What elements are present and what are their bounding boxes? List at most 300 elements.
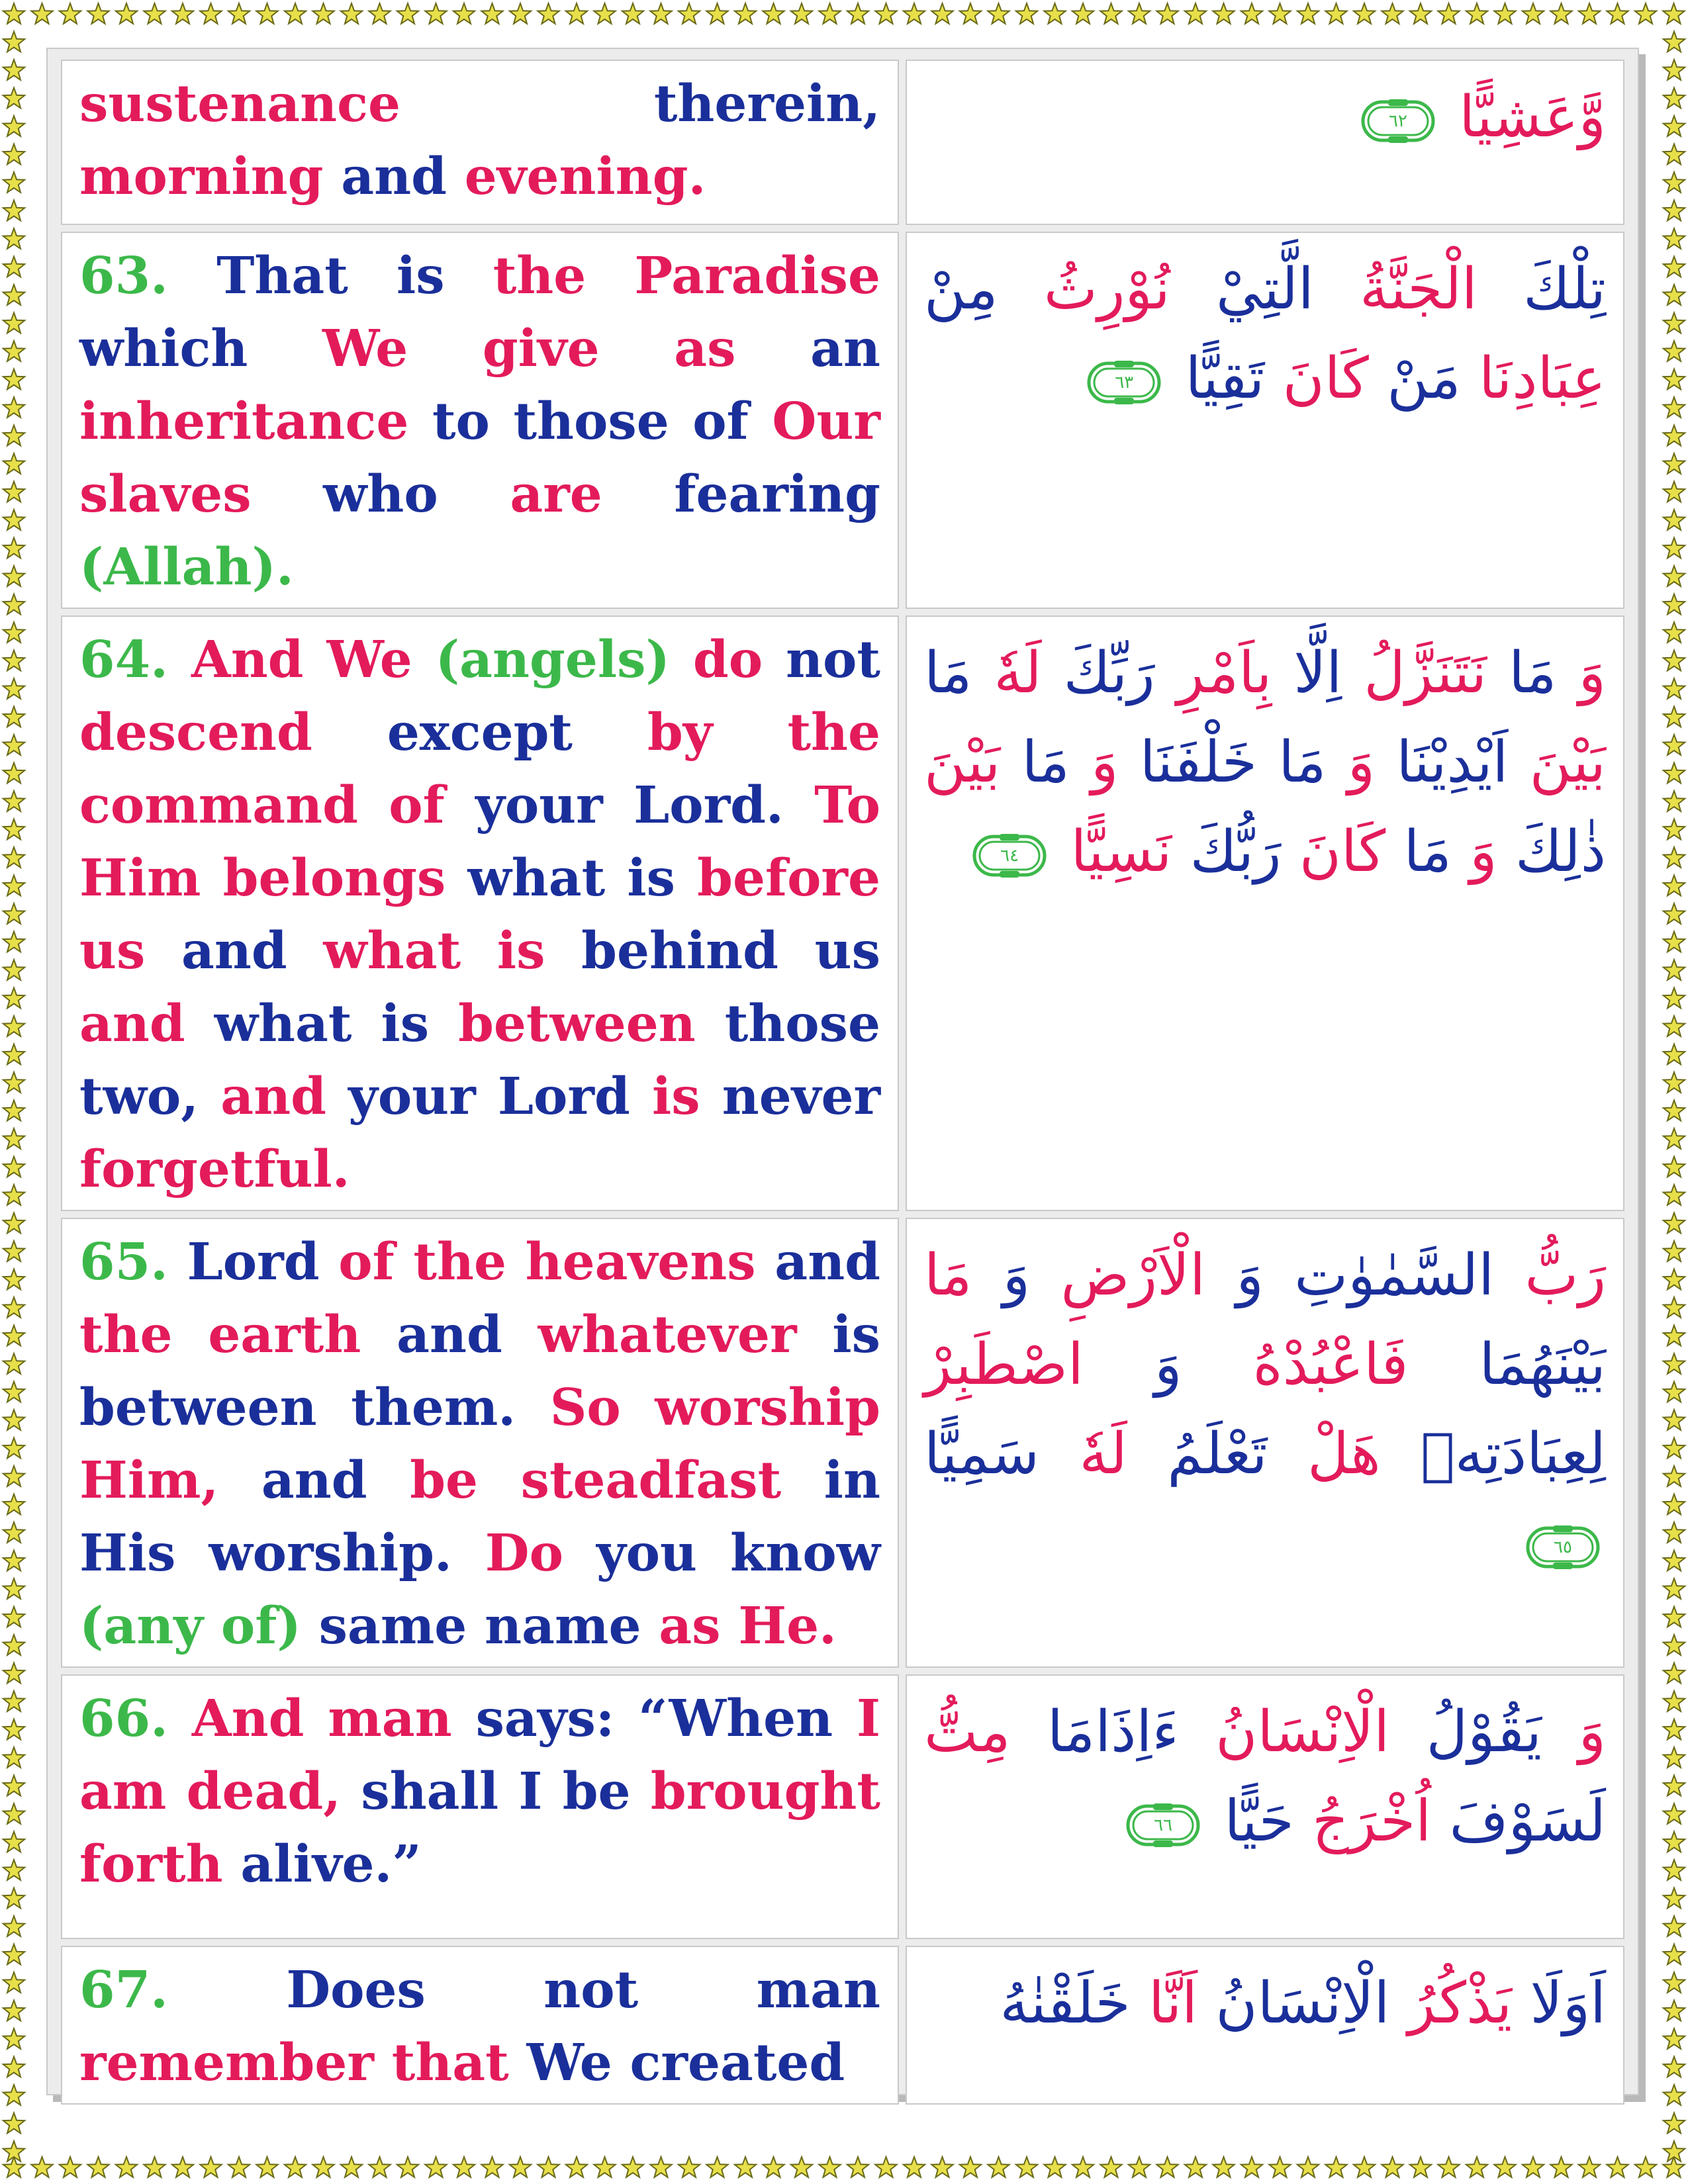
star-icon	[1664, 1241, 1685, 1261]
star-icon	[1664, 88, 1685, 109]
star-icon	[3, 651, 24, 671]
star-icon	[3, 1972, 24, 1993]
star-icon	[1664, 1466, 1685, 1486]
english-segment: alive.”	[240, 1835, 422, 1894]
star-icon	[144, 3, 165, 24]
arabic-word: ءَاِذَامَا	[1010, 1699, 1179, 1765]
star-icon	[200, 2157, 221, 2177]
english-segment: I	[518, 1762, 563, 1821]
star-icon	[763, 2157, 784, 2177]
star-icon	[1664, 201, 1685, 221]
english-segment: fearing	[674, 465, 880, 524]
star-icon	[3, 1860, 24, 1880]
star-icon	[1664, 651, 1685, 671]
star-icon	[1325, 2157, 1346, 2177]
verse-row	[61, 615, 1624, 1211]
star-icon	[1663, 3, 1684, 24]
star-icon	[847, 3, 868, 24]
star-icon	[369, 3, 390, 24]
star-icon	[312, 2157, 334, 2177]
star-icon	[3, 510, 24, 530]
english-segment: give	[482, 319, 675, 379]
star-icon	[1664, 1157, 1685, 1177]
star-icon	[1664, 453, 1685, 474]
star-icon	[1466, 2157, 1487, 2177]
english-segment: (angels)	[435, 630, 693, 690]
english-segment: slaves	[79, 465, 324, 524]
star-icon	[904, 3, 925, 24]
star-icon	[1072, 3, 1094, 24]
english-segment: you know	[596, 1524, 880, 1583]
english-segment: We	[326, 630, 436, 690]
star-icon	[1664, 1382, 1685, 1402]
star-icon	[791, 3, 812, 24]
arabic-word: تَعْلَمُ	[1127, 1421, 1268, 1487]
star-icon	[3, 1888, 24, 1909]
verse-row	[61, 1946, 1624, 2105]
ayah-number: ٦٦	[1154, 1815, 1173, 1835]
star-icon	[1635, 2157, 1656, 2177]
arabic-word: خَلَقْنٰهُ	[1000, 1970, 1131, 2036]
english-segment: behind us	[581, 921, 881, 981]
star-icon	[1494, 2157, 1515, 2177]
english-segment: forgetful.	[79, 1140, 350, 1199]
english-segment: 66.	[79, 1689, 192, 1749]
arabic-word: وَ	[1451, 819, 1497, 885]
star-icon	[3, 369, 24, 390]
star-icon	[875, 3, 896, 24]
star-icon	[763, 3, 784, 24]
star-icon	[1100, 3, 1121, 24]
english-segment: an	[810, 319, 880, 379]
star-icon	[650, 3, 671, 24]
star-icon	[679, 2157, 700, 2177]
star-icon	[1044, 2157, 1065, 2177]
star-icon	[3, 482, 24, 502]
star-icon	[3, 88, 24, 109]
star-icon	[3, 1326, 24, 1346]
english-segment: descend	[79, 703, 387, 762]
star-icon	[1664, 1663, 1685, 1684]
star-icon	[3, 426, 24, 446]
star-icon	[1664, 2085, 1685, 2105]
star-icon	[1664, 1326, 1685, 1346]
english-segment: to those of	[432, 392, 773, 451]
english-segment: I	[857, 1689, 881, 1749]
star-icon	[594, 2157, 615, 2177]
star-icon	[1664, 763, 1685, 784]
english-segment: us	[79, 921, 182, 981]
english-segment: be	[562, 1762, 651, 1821]
star-icon	[1213, 3, 1234, 24]
star-icon	[1664, 1522, 1685, 1543]
arabic-word: وَ	[1069, 729, 1119, 796]
star-icon	[3, 1185, 24, 1205]
english-segment: Does	[286, 1960, 544, 2020]
star-icon	[960, 2157, 981, 2177]
star-icon	[1466, 3, 1487, 24]
english-translation	[61, 1674, 899, 1939]
star-icon	[481, 3, 502, 24]
ayah-number-marker-icon	[1359, 99, 1437, 143]
star-icon	[566, 3, 587, 24]
english-segment: is	[396, 246, 493, 306]
star-icon	[1664, 1016, 1685, 1036]
star-icon	[3, 1635, 24, 1655]
star-icon	[1663, 2157, 1684, 2177]
english-segment: do	[692, 630, 786, 690]
english-segment: 65.	[79, 1232, 187, 1292]
ayah-number: ٦٣	[1115, 372, 1134, 392]
arabic-word: اصْطَبِرْ	[924, 1332, 1084, 1398]
star-icon	[1664, 397, 1685, 418]
star-icon	[1664, 1747, 1685, 1768]
star-icon	[1664, 257, 1685, 277]
star-icon	[1664, 932, 1685, 952]
arabic-word: مَا	[924, 640, 972, 706]
english-translation	[61, 60, 899, 225]
star-icon	[3, 1438, 24, 1459]
arabic-word: بَيْنَ	[924, 729, 1001, 796]
english-segment: your Lord	[348, 1067, 652, 1126]
english-segment: what is	[467, 848, 698, 908]
english-segment: 64.	[79, 630, 191, 690]
arabic-word: بِاَمْرِ	[1154, 640, 1272, 706]
english-segment: as He.	[659, 1596, 837, 1656]
star-icon	[1129, 2157, 1150, 2177]
star-icon	[3, 903, 24, 924]
star-icon	[1016, 3, 1037, 24]
ayah-number: ٦٢	[1388, 111, 1407, 131]
star-icon	[3, 960, 24, 980]
star-icon	[1664, 1185, 1685, 1205]
arabic-text	[906, 232, 1624, 609]
english-segment: not	[543, 1960, 757, 2020]
star-icon	[3, 2057, 24, 2077]
arabic-word: كَانَ	[1281, 819, 1386, 885]
arabic-word: مَا	[1487, 640, 1557, 706]
english-segment: before	[697, 848, 880, 908]
english-segment: sustenance	[79, 74, 654, 134]
star-icon	[3, 1607, 24, 1627]
ayah-number-marker-icon	[1085, 361, 1163, 404]
star-icon	[735, 3, 756, 24]
english-segment: whatever	[538, 1305, 833, 1365]
star-icon	[1016, 2157, 1037, 2177]
verse-row	[61, 1218, 1624, 1668]
star-icon	[1664, 1972, 1685, 1993]
star-icon	[116, 2157, 137, 2177]
star-icon	[1664, 538, 1685, 559]
english-segment: and	[79, 994, 214, 1054]
star-icon	[960, 3, 981, 24]
english-segment: who	[323, 465, 510, 524]
english-segment: in His	[79, 1451, 880, 1583]
star-icon	[1100, 2157, 1121, 2177]
star-icon	[1664, 1269, 1685, 1290]
arabic-word: وَ	[1556, 640, 1607, 706]
star-icon	[1241, 2157, 1262, 2177]
star-icon	[397, 3, 418, 24]
star-icon	[312, 3, 334, 24]
star-icon	[172, 2157, 193, 2177]
arabic-word: لَهٗ	[972, 640, 1042, 706]
star-icon	[1664, 2001, 1685, 2021]
star-icon	[3, 566, 24, 586]
star-icon	[369, 2157, 390, 2177]
star-icon	[1354, 3, 1375, 24]
star-icon	[1438, 3, 1459, 24]
star-icon	[1664, 1776, 1685, 1796]
star-icon	[60, 3, 81, 24]
star-icon	[3, 144, 24, 165]
star-icon	[1664, 1297, 1685, 1318]
arabic-word: مَنْ	[1368, 345, 1461, 412]
star-icon	[622, 2157, 643, 2177]
ayah-number-marker-icon	[1124, 1803, 1202, 1847]
star-icon	[791, 2157, 812, 2177]
star-icon	[1241, 3, 1262, 24]
star-icon	[3, 819, 24, 840]
star-icon	[256, 2157, 277, 2177]
star-icon	[1129, 3, 1150, 24]
star-icon	[1156, 2157, 1178, 2177]
english-translation	[61, 1218, 899, 1668]
star-icon	[1664, 1691, 1685, 1711]
star-icon	[3, 1776, 24, 1796]
star-icon	[1297, 2157, 1319, 2177]
star-icon	[3, 1494, 24, 1515]
star-icon	[1664, 1410, 1685, 1430]
star-icon	[3, 201, 24, 221]
star-icon	[3, 1241, 24, 1261]
english-segment: and	[181, 921, 324, 981]
arabic-word: فَاعْبُدْهُ	[1182, 1332, 1409, 1398]
star-icon	[3, 1044, 24, 1065]
english-segment: and	[220, 1067, 349, 1126]
ayah-number: ٦٥	[1554, 1537, 1572, 1557]
arabic-word: وَ	[1083, 1332, 1182, 1398]
star-icon	[988, 3, 1009, 24]
star-icon	[819, 3, 840, 24]
english-segment: am	[79, 1762, 187, 1821]
star-icon	[1664, 2141, 1685, 2161]
arabic-word: وَ	[1326, 729, 1376, 796]
english-segment: And	[191, 1689, 328, 1749]
english-segment: between them.	[79, 1378, 550, 1437]
star-icon	[1664, 2028, 1685, 2049]
arabic-word: سَمِيًّا	[924, 1421, 1039, 1487]
star-icon	[1664, 1494, 1685, 1515]
star-icon	[256, 3, 277, 24]
star-icon	[1579, 2157, 1600, 2177]
star-icon	[1550, 2157, 1571, 2177]
star-icon	[285, 3, 306, 24]
arabic-word: كَانَ	[1264, 345, 1369, 412]
star-icon	[1664, 707, 1685, 727]
star-icon	[172, 3, 193, 24]
english-segment: That	[216, 246, 397, 306]
star-icon	[1297, 3, 1319, 24]
star-icon	[425, 3, 446, 24]
star-icon	[3, 622, 24, 643]
star-icon	[285, 2157, 306, 2177]
english-segment: the earth	[79, 1305, 397, 1365]
english-segment: worship.	[209, 1524, 485, 1583]
star-icon	[1523, 3, 1544, 24]
english-segment: Him belongs	[79, 848, 468, 908]
star-icon	[1664, 1438, 1685, 1459]
english-segment: what is	[323, 921, 582, 981]
star-icon	[87, 3, 109, 24]
star-icon	[3, 763, 24, 784]
star-icon	[904, 2157, 925, 2177]
star-icon	[3, 285, 24, 305]
arabic-word: رَبِّكَ	[1041, 640, 1155, 706]
star-icon	[875, 2157, 896, 2177]
star-icon	[510, 3, 531, 24]
arabic-word: مَا	[1257, 729, 1327, 796]
star-icon	[3, 1832, 24, 1852]
star-icon	[1664, 172, 1685, 193]
star-icon	[538, 3, 559, 24]
star-icon	[3, 60, 24, 80]
star-icon	[3, 2157, 24, 2177]
star-icon	[1664, 1578, 1685, 1599]
star-icon	[566, 2157, 587, 2177]
english-segment: and	[397, 1305, 538, 1365]
arabic-word: الْاِنْسَانُ	[1178, 1699, 1390, 1765]
star-icon	[1382, 2157, 1403, 2177]
star-icon	[931, 2157, 953, 2177]
arabic-word: خَلْفَنَا	[1118, 729, 1258, 796]
english-segment: man	[328, 1689, 476, 1749]
english-segment: two,	[79, 1067, 221, 1126]
arabic-word: مِتُّ	[924, 1699, 1011, 1765]
arabic-word: الْاِنْسَانُ	[1197, 1970, 1390, 2036]
star-icon	[3, 538, 24, 559]
star-icon	[1523, 2157, 1544, 2177]
star-icon	[3, 735, 24, 755]
star-icon	[1664, 144, 1685, 165]
english-segment: Paradise	[634, 246, 880, 306]
star-icon	[1410, 3, 1431, 24]
star-icon	[31, 3, 52, 24]
star-icon	[200, 3, 221, 24]
star-icon	[3, 2028, 24, 2049]
arabic-word: الْجَنَّةُ	[1313, 256, 1477, 322]
star-icon	[1664, 369, 1685, 390]
star-icon	[397, 2157, 418, 2177]
star-icon	[1664, 876, 1685, 896]
star-icon	[3, 1016, 24, 1036]
star-icon	[1664, 566, 1685, 586]
star-icon	[116, 3, 137, 24]
star-icon	[1664, 1072, 1685, 1093]
star-icon	[1579, 3, 1600, 24]
star-icon	[1438, 2157, 1459, 2177]
arabic-word: السَّمٰوٰتِ	[1263, 1242, 1495, 1308]
star-icon	[3, 932, 24, 952]
star-icon	[3, 172, 24, 193]
ayah-number-marker-icon	[970, 834, 1049, 878]
star-icon	[1664, 1213, 1685, 1234]
arabic-word: نَسِيًّا	[1070, 819, 1172, 885]
english-segment: which	[79, 319, 322, 379]
star-icon	[3, 2113, 24, 2134]
star-icon	[1664, 285, 1685, 305]
star-icon	[3, 707, 24, 727]
star-icon	[3, 1719, 24, 1740]
star-icon	[3, 1747, 24, 1768]
star-icon	[228, 3, 250, 24]
arabic-word: يَذْكُرُ	[1389, 1970, 1513, 2036]
star-icon	[481, 2157, 502, 2177]
star-icon	[1664, 988, 1685, 1009]
english-segment: the	[492, 246, 635, 306]
arabic-word: وَ	[1205, 1242, 1264, 1308]
star-icon	[1664, 510, 1685, 530]
english-segment: by the	[647, 703, 880, 762]
arabic-word: اَيْدِيْنَا	[1375, 729, 1509, 796]
star-icon	[3, 1578, 24, 1599]
star-icon	[1664, 1353, 1685, 1374]
arabic-text	[906, 1946, 1624, 2105]
star-icon	[1664, 1044, 1685, 1065]
star-icon	[3, 876, 24, 896]
english-segment: 67.	[79, 1960, 287, 2020]
star-icon	[87, 2157, 109, 2177]
arabic-word: ذٰلِكَ	[1497, 819, 1606, 885]
star-icon	[538, 2157, 559, 2177]
star-icon	[1664, 903, 1685, 924]
english-segment: is	[651, 1067, 722, 1126]
english-segment: 63.	[79, 246, 217, 306]
star-icon	[1072, 2157, 1094, 2177]
english-segment: therein,	[653, 74, 880, 134]
arabic-text	[906, 1218, 1624, 1668]
star-icon	[3, 847, 24, 868]
star-icon	[1664, 116, 1685, 136]
star-icon	[1410, 2157, 1431, 2177]
arabic-word: الَّتِيْ	[1170, 256, 1314, 322]
star-icon	[1664, 622, 1685, 643]
arabic-word: الْاَرْضِ	[1030, 1242, 1205, 1308]
star-icon	[706, 2157, 727, 2177]
star-icon	[3, 1803, 24, 1824]
star-icon	[3, 1269, 24, 1290]
page-sheet	[46, 48, 1639, 2095]
star-icon	[1664, 2113, 1685, 2134]
english-segment: brought forth	[79, 1762, 880, 1894]
english-segment: shall	[361, 1762, 519, 1821]
english-segment: those	[724, 994, 880, 1054]
arabic-word: نُوْرِثُ	[998, 256, 1170, 322]
star-icon	[3, 1353, 24, 1374]
star-icon	[650, 2157, 671, 2177]
star-icon	[1664, 1860, 1685, 1880]
star-icon	[1664, 791, 1685, 811]
star-icon	[1607, 2157, 1628, 2177]
english-segment: between	[458, 994, 725, 1054]
star-icon	[847, 2157, 868, 2177]
english-segment: are	[510, 465, 675, 524]
star-icon	[1664, 594, 1685, 615]
star-icon	[3, 453, 24, 474]
star-icon	[3, 397, 24, 418]
star-icon	[3, 1297, 24, 1318]
star-icon	[1185, 2157, 1206, 2177]
